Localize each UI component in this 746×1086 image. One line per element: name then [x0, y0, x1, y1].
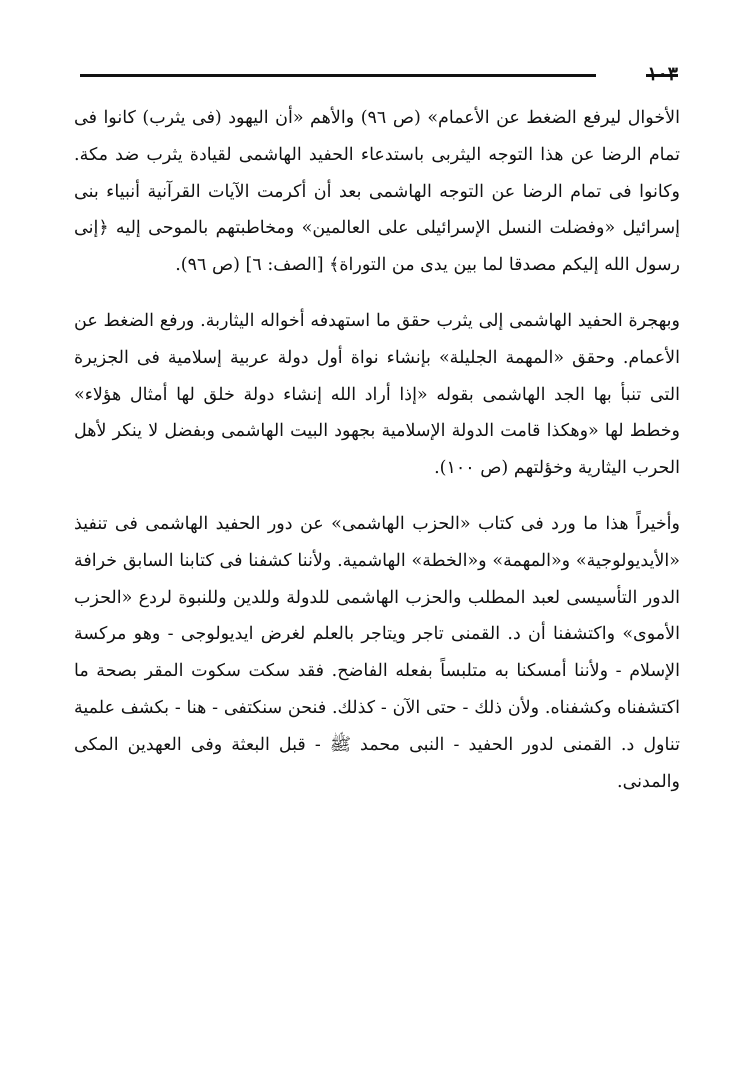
page-header	[80, 62, 678, 86]
paragraph-3: وأخيراً هذا ما ورد فى كتاب «الحزب الهاشمى» عن دور الحفيد الهاشمى فى تنفيذ «الأيديولوجية» و«المهمة» و«الخطة» الهاشمية. ولأننا كشفنا فى كتابنا السابق خرافة الدور التأسيسى لعبد المطلب والحزب الهاشمى للدولة وللدين وللنبوة لردع «الحزب الأموى» واكتشفنا أن د. القمنى تاجر ويتاجر بالعلم لغرض ايديولوجى - وهو مركسة الإسلام - ولأننا أمسكنا به متلبساً بفعله الفاضح. فقد سكت سكوت المقر بصحة ما اكتشفناه وكشفناه. ولأن ذلك - حتى الآن - كذلك. فنحن سنكتفى - هنا - بكشف علمية تناول د. القمنى لدور الحفيد - النبى محمد ﷺ - قبل البعثة وفى العهدين المكى والمدنى.	[74, 513, 680, 792]
page-number: ١٠٣	[647, 63, 678, 85]
page-body	[74, 100, 680, 819]
paragraph-1: الأخوال ليرفع الضغط عن الأعمام» (ص ٩٦) والأهم «أن اليهود (فى يثرب) كانوا فى تمام الرضا عن هذا التوجه اليثربى باستدعاء الحفيد الهاشمى لقيادة يثرب ضد مكة. وكانوا فى تمام الرضا عن التوجه الهاشمى بعد أن أكرمت الآيات القرآنية أنبياء بنى إسرائيل «وفضلت النسل الإسرائيلى على العالمين» ومخاطبتهم بالموحى إليه ﴿إنى رسول الله إليكم مصدقا لما بين يدى من التوراة﴾ [الصف: ٦] (ص ٩٦).	[74, 108, 680, 276]
paragraph-2: وبهجرة الحفيد الهاشمى إلى يثرب حقق ما استهدفه أخواله اليثاربة. ورفع الضغط عن الأعمام. وحقق «المهمة الجليلة» بإنشاء نواة أول دولة عربية إسلامية فى الجزيرة التى تنبأ بها الجد الهاشمى بقوله «إذا أراد الله إنشاء دولة خلق لها أمثال هؤلاء» وخطط لها «وهكذا قامت الدولة الإسلامية بجهود البيت الهاشمى وبفضل لا ينكر لأهل الحرب اليثارية وخؤلتهم (ص ١٠٠).	[74, 310, 680, 479]
header-rule-long	[80, 74, 596, 77]
